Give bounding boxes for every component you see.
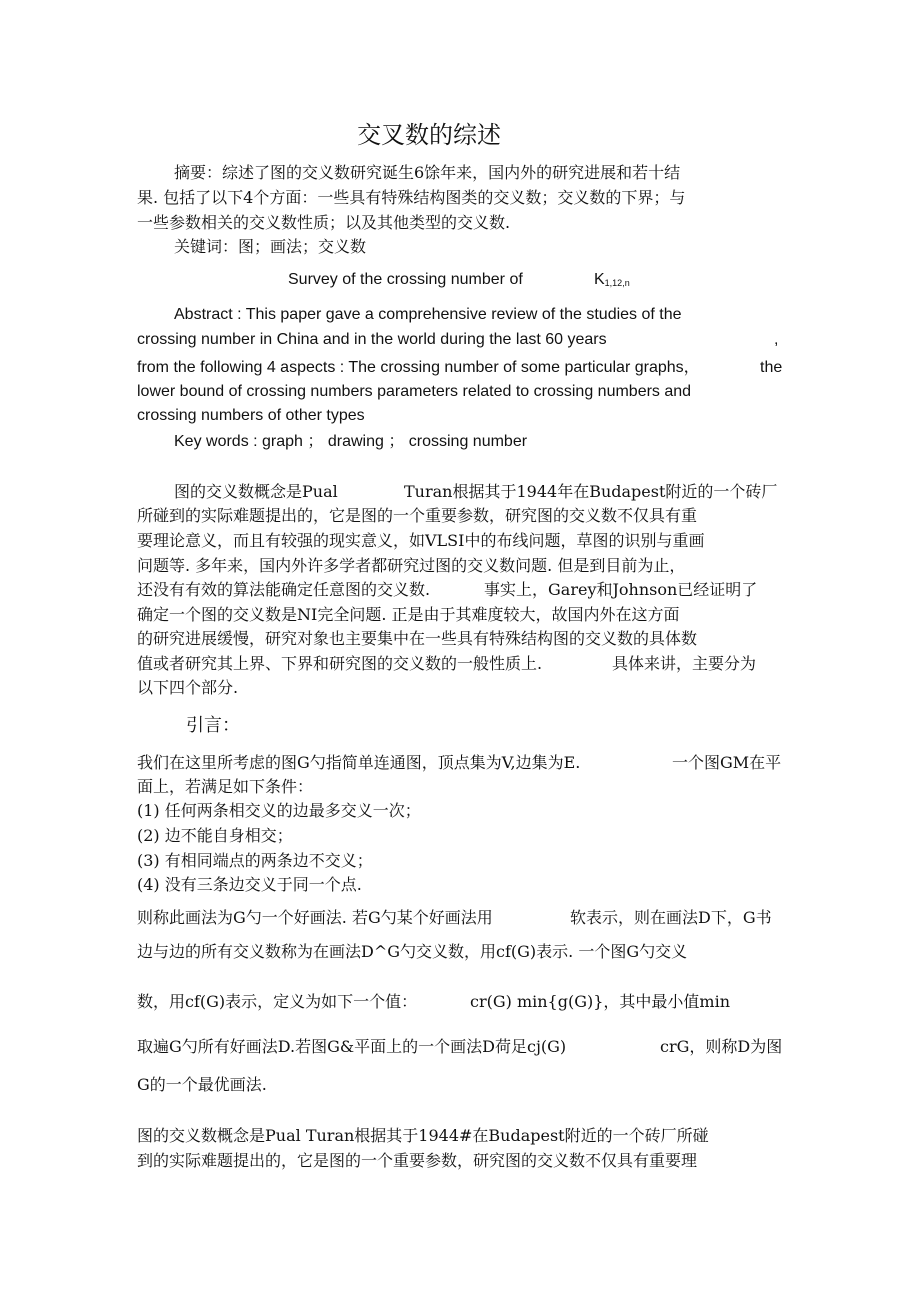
intro-para-line-3b: cr(G) min{g(G)}，其中最小值min bbox=[470, 992, 731, 1011]
keywords-cn: 关键词：图；画法；交义数 bbox=[174, 237, 367, 256]
body1-line-4: 问题等. 多年来，国内外许多学者都研究过图的交义数问题. 但是到目前为止， bbox=[137, 556, 686, 575]
abstract-en-line-2-comma: , bbox=[774, 331, 779, 348]
document-title: 交叉数的综述 bbox=[357, 121, 501, 149]
keywords-en: Key words : graph ； drawing ； crossing number bbox=[174, 433, 528, 450]
body1-line-5a: 还没有有效的算法能确定任意图的交义数. bbox=[137, 580, 431, 599]
body1-line-7: 的研究进展缓慢，研究对象也主要集中在一些具有特殊结构图的交义数的具体数 bbox=[137, 629, 698, 648]
condition-item: (3) 有相同端点的两条边不交义； bbox=[137, 851, 373, 870]
intro-para-line-1b: 软表示，则在画法D下，G书 bbox=[570, 908, 772, 927]
abstract-cn-line-1: 摘要：综述了图的交义数研究诞生6馀年来，国内外的研究进展和若十结 bbox=[174, 163, 681, 182]
english-title-graph bbox=[594, 270, 630, 293]
body1-line-1a: 图的交义数概念是Pual bbox=[174, 482, 338, 501]
body1-line-5b: 事实上，Garey和Johnson已经证明了 bbox=[484, 580, 758, 599]
intro-para-line-4b: crG，则称D为图 bbox=[660, 1037, 783, 1056]
abstract-en-line-4: lower bound of crossing numbers parameters related to crossing numbers and bbox=[137, 383, 692, 400]
body1-line-8a: 值或者研究其上界、下界和研究图的交义数的一般性质上. bbox=[137, 654, 543, 673]
condition-item: (1) 任何两条相交义的边最多交义一次； bbox=[137, 801, 421, 820]
intro-para-line-5: G的一个最优画法. bbox=[137, 1075, 267, 1094]
body2-line-2: 到的实际难题提出的，它是图的一个重要参数，研究图的交义数不仅具有重要理 bbox=[137, 1151, 698, 1170]
abstract-cn-line-3: 一些参数相关的交义数性质；以及其他类型的交义数. bbox=[137, 213, 511, 232]
body1-line-8b: 具体来讲，主要分为 bbox=[612, 654, 757, 673]
body1-line-6: 确定一个图的交义数是NI完全问题. 正是由于其难度较大，故国内外在这方面 bbox=[137, 605, 680, 624]
intro-para-line-3a: 数，用cf(G)表示，定义为如下一个值： bbox=[137, 992, 418, 1011]
intro-line-2: 面上，若满足如下条件： bbox=[137, 777, 314, 796]
body1-line-9: 以下四个部分. bbox=[137, 678, 239, 697]
body1-line-3: 要理论意义，而且有较强的现实意义，如VLSI中的布线问题，草图的识别与重画 bbox=[137, 531, 705, 550]
intro-para-line-2: 边与边的所有交义数称为在画法D^G勺交义数，用cf(G)表示. 一个图G勺交义 bbox=[137, 942, 688, 961]
intro-line-1b: 一个图GM在平 bbox=[672, 753, 782, 772]
abstract-en-line-3: from the following 4 aspects : The crossing number of some particular graphs， bbox=[137, 359, 700, 376]
body1-line-2: 所碰到的实际难题提出的，它是图的一个重要参数，研究图的交义数不仅具有重 bbox=[137, 506, 698, 525]
abstract-en-line-2: crossing number in China and in the world during the last 60 years bbox=[137, 331, 607, 348]
graph-k-subscript: 1,12,n bbox=[604, 278, 630, 288]
graph-k-symbol: K bbox=[594, 271, 605, 288]
intro-para-line-1a: 则称此画法为G勺一个好画法. 若G勺某个好画法用 bbox=[137, 908, 493, 927]
condition-item: (2) 边不能自身相交； bbox=[137, 826, 293, 845]
abstract-en-line-1: Abstract : This paper gave a comprehensive review of the studies of the bbox=[174, 306, 682, 323]
english-title: Survey of the crossing number of bbox=[288, 271, 523, 288]
body2-line-1: 图的交义数概念是Pual Turan根据其于1944#在Budapest附近的一个砖厂所碰 bbox=[137, 1126, 709, 1145]
body1-line-1b: Turan根据其于1944年在Budapest附近的一个砖厂 bbox=[404, 482, 778, 501]
intro-heading: 引言： bbox=[186, 715, 240, 736]
abstract-cn-line-2: 果. 包括了以下4个方面：一些具有特殊结构图类的交义数；交义数的下界；与 bbox=[137, 188, 686, 207]
condition-item: (4) 没有三条边交义于同一个点. bbox=[137, 875, 362, 894]
intro-para-line-4a: 取遍G勺所有好画法D.若图G&平面上的一个画法D荷足cj(G) bbox=[137, 1037, 567, 1056]
abstract-en-line-3-end: the bbox=[760, 359, 783, 376]
abstract-en-line-5: crossing numbers of other types bbox=[137, 407, 365, 424]
intro-line-1a: 我们在这里所考虑的图G勺指简单连通图，顶点集为V,边集为E. bbox=[137, 753, 581, 772]
